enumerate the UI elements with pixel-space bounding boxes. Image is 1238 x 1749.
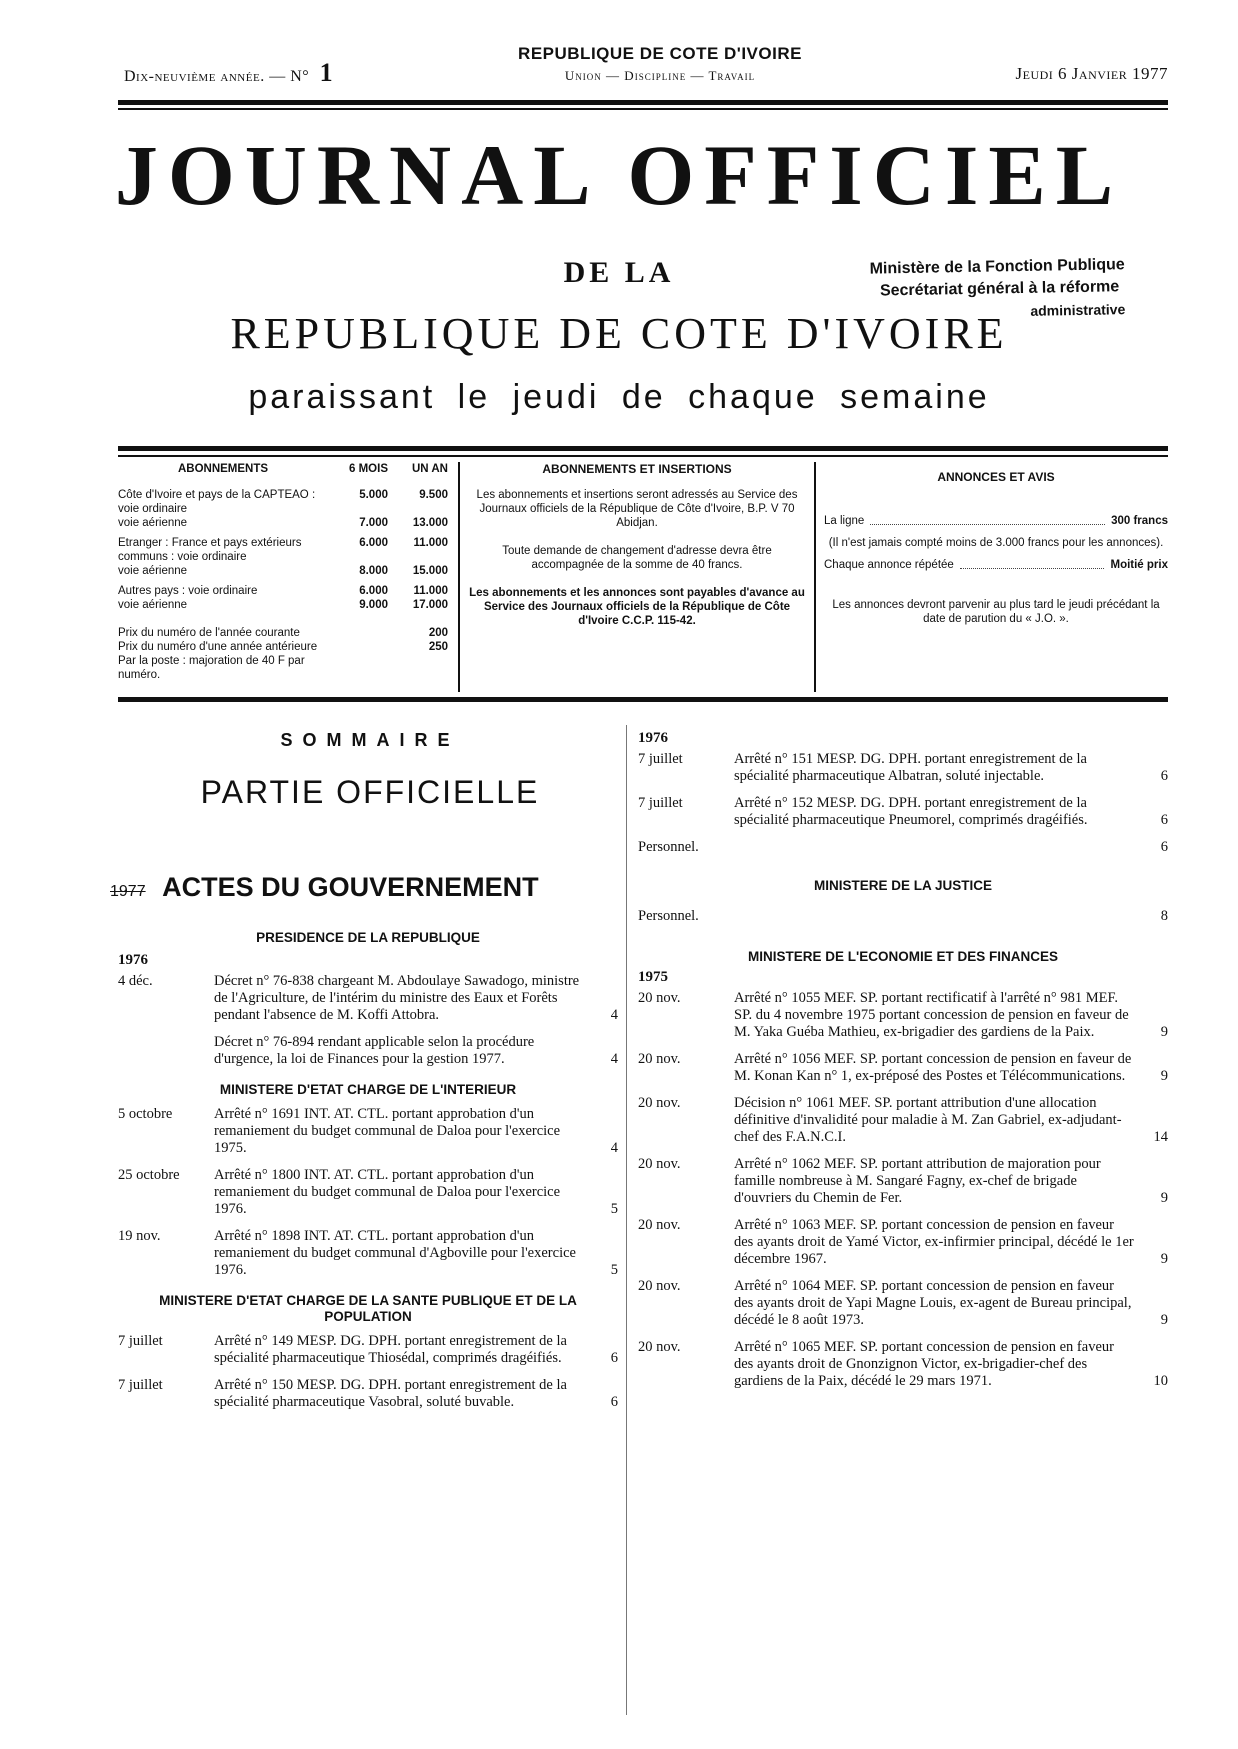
entry-date: 4 déc. bbox=[118, 973, 153, 989]
entry-page: 10 bbox=[1153, 1373, 1168, 1389]
column-divider bbox=[626, 725, 627, 1715]
sommaire-entry bbox=[638, 795, 1168, 829]
entry-text: Arrêté n° 151 MESP. DG. DPH. portant enregistrement de la spécialité pharmaceutique Albatran, soluté injectable. bbox=[734, 751, 1087, 784]
entry-page: 6 bbox=[610, 1394, 618, 1410]
entry-page: 4 bbox=[610, 1051, 618, 1067]
subscriptions-title: ABONNEMENTS bbox=[177, 463, 269, 475]
insertions-p3: Les abonnements et les annonces sont payables d'avance au Service des Journaux officiels de la République de Côte d'Ivoire C.C.P. 115-42. bbox=[469, 587, 805, 627]
entry-text: Arrêté n° 152 MESP. DG. DPH. portant enregistrement de la spécialité pharmaceutique Pneumorel, comprimés dragéifiés. bbox=[734, 795, 1088, 828]
entry-date: 5 octobre bbox=[118, 1106, 173, 1122]
entry-text: Arrêté n° 1064 MEF. SP. portant concession de pension en faveur des ayants droit de Yapi Magne Louis, ex-agent de Bureau principal, décédé le 8 août 1973. bbox=[734, 1278, 1132, 1328]
annonces-box bbox=[824, 462, 1168, 692]
header-center bbox=[470, 44, 850, 84]
section-heading: MINISTERE D'ETAT CHARGE DE LA SANTE PUBLIQUE ET DE LA POPULATION bbox=[159, 1293, 577, 1324]
insertions-p2: Toute demande de changement d'adresse devra être accompagnée de la somme de 40 francs. bbox=[502, 545, 772, 571]
annonces-deadline: Les annonces devront parvenir au plus tard le jeudi précédant la date de parution du « J.O. ». bbox=[832, 599, 1160, 625]
stamp-line-3: administrative bbox=[1030, 301, 1126, 319]
box-divider bbox=[814, 462, 816, 692]
entry-text: Arrêté n° 1065 MEF. SP. portant concession de pension en faveur des ayants droit de Gnonzignon Victor, ex-brigadier-chef des gardiens de la Paix, décédé le 29 mars 1971. bbox=[734, 1339, 1114, 1389]
section-heading: PRESIDENCE DE LA REPUBLIQUE bbox=[256, 930, 480, 945]
annonces-ligne: La ligne 300 francs bbox=[824, 515, 1168, 527]
actes-heading bbox=[110, 872, 628, 903]
top-rule bbox=[118, 100, 1168, 105]
entry-page: 9 bbox=[1160, 1190, 1168, 1206]
subscriptions-col-6mois: 6 MOIS bbox=[349, 463, 388, 475]
masthead-rule bbox=[118, 446, 1168, 451]
sommaire-entry bbox=[118, 1106, 618, 1157]
sommaire-entry bbox=[638, 1217, 1168, 1268]
entry-date: 25 octobre bbox=[118, 1167, 180, 1183]
masthead-republic: REPUBLIQUE DE COTE D'IVOIRE bbox=[230, 309, 1008, 358]
entry-page: 5 bbox=[610, 1201, 618, 1217]
entry-date: 7 juillet bbox=[638, 795, 683, 811]
entry-text: Arrêté n° 1056 MEF. SP. portant concession de pension en faveur de M. Konan Kan n° 1, ex-préposé des Postes et Télécommunications. bbox=[734, 1051, 1132, 1084]
entry-text: Arrêté n° 1063 MEF. SP. portant concession de pension en faveur des ayants droit de Yamé Victor, ex-infirmier principal, décédé le 1er décembre 1967. bbox=[734, 1217, 1134, 1267]
subscription-row: Prix du numéro de l'année courante 200 bbox=[118, 627, 448, 639]
subscription-row: Par la poste : majoration de 40 F par numéro. bbox=[118, 655, 305, 681]
actes-year: 1977 bbox=[110, 883, 146, 900]
sommaire-entry bbox=[118, 1228, 618, 1279]
issue-number: 1 bbox=[319, 58, 334, 87]
year-label: Dix-neuvième année. — N° bbox=[124, 68, 310, 85]
subscriptions-col-an: UN AN bbox=[412, 463, 448, 475]
section-heading: MINISTERE D'ETAT CHARGE DE L'INTERIEUR bbox=[219, 1082, 517, 1097]
entry-page: 9 bbox=[1160, 1312, 1168, 1328]
entry-page: 4 bbox=[610, 1007, 618, 1023]
right-year: 1976 bbox=[638, 730, 668, 746]
subscription-row: voie aérienne 8.000 15.000 bbox=[118, 565, 448, 577]
entry-date: 20 nov. bbox=[638, 1095, 681, 1111]
insertions-p1: Les abonnements et insertions seront adressés au Service des Journaux officiels de la République de Côte d'Ivoire, B.P. V 70 Abidjan. bbox=[476, 489, 798, 529]
actes-title: ACTES DU GOUVERNEMENT bbox=[162, 872, 539, 902]
subscriptions-rows bbox=[118, 488, 448, 682]
entry-page: 6 bbox=[1160, 768, 1168, 784]
entry-page: 14 bbox=[1153, 1129, 1168, 1145]
entry-text: Arrêté n° 1898 INT. AT. CTL. portant approbation d'un remaniement du budget communal d'Agboville pour l'exercice 1976. bbox=[214, 1228, 576, 1278]
entry-date: 7 juillet bbox=[638, 751, 683, 767]
header-motto: Union — Discipline — Travail bbox=[564, 68, 756, 83]
entry-text: Arrêté n° 1055 MEF. SP. portant rectificatif à l'arrêté n° 981 MEF. SP. du 4 novembre 1975 portant concession de pension en faveur de M. Yaka Guéba Mathieu, ex-brigadier des gardiens de la Paix. bbox=[734, 990, 1129, 1040]
ministry-stamp bbox=[869, 253, 1170, 324]
entry-date: 20 nov. bbox=[638, 1156, 681, 1172]
entry-text: Arrêté n° 1062 MEF. SP. portant attribution de majoration pour famille nombreuse à M. Sangaré Fagny, ex-chef de brigade d'ouvriers du Chemin de Fer. bbox=[734, 1156, 1101, 1206]
sommaire-entry bbox=[118, 1034, 618, 1068]
annonces-note: (Il n'est jamais compté moins de 3.000 francs pour les annonces). bbox=[828, 537, 1164, 549]
entry-page: 5 bbox=[610, 1262, 618, 1278]
sommaire-entry bbox=[638, 1156, 1168, 1207]
entry-text: Décret n° 76-838 chargeant M. Abdoulaye Sawadogo, ministre de l'Agriculture, de l'intérim du ministre des Eaux et Forêts pendant l'absence de M. Koffi Attobra. bbox=[214, 973, 580, 1023]
section-year: 1976 bbox=[118, 952, 148, 968]
top-rule-thin bbox=[118, 108, 1168, 110]
entry-date: 7 juillet bbox=[118, 1333, 163, 1349]
entry-date: 7 juillet bbox=[118, 1377, 163, 1393]
entry-page: 6 bbox=[610, 1350, 618, 1366]
subscriptions-box bbox=[118, 462, 448, 692]
annonces-title: ANNONCES ET AVIS bbox=[937, 470, 1055, 484]
entry-page: 9 bbox=[1160, 1068, 1168, 1084]
economie-heading: MINISTERE DE L'ECONOMIE ET DES FINANCES bbox=[748, 949, 1058, 964]
justice-heading: MINISTERE DE LA JUSTICE bbox=[813, 878, 993, 893]
sommaire-entry bbox=[638, 751, 1168, 785]
issue-label bbox=[124, 58, 333, 88]
subscription-row: Autres pays : voie ordinaire 6.000 11.000 bbox=[118, 585, 448, 597]
sommaire-entry bbox=[118, 1167, 618, 1218]
sommaire-entry bbox=[118, 1333, 618, 1367]
journal-title: JOURNAL OFFICIEL bbox=[114, 127, 1124, 223]
sommaire-entry bbox=[638, 1278, 1168, 1329]
issue-date: Jeudi 6 Janvier 1977 bbox=[1015, 64, 1168, 83]
entry-page: 6 bbox=[1160, 812, 1168, 828]
entry-text: Arrêté n° 1800 INT. AT. CTL. portant approbation d'un remaniement du budget communal de Daloa pour l'exercice 1976. bbox=[214, 1167, 561, 1217]
entry-text: Arrêté n° 149 MESP. DG. DPH. portant enregistrement de la spécialité pharmaceutique Thiosédal, comprimés dragéifiés. bbox=[214, 1333, 567, 1366]
entry-page: 9 bbox=[1160, 1251, 1168, 1267]
entry-date: 20 nov. bbox=[638, 1278, 681, 1294]
sommaire-entry bbox=[638, 1095, 1168, 1146]
sommaire-entry bbox=[638, 990, 1168, 1041]
entry-text: Décret n° 76-894 rendant applicable selon la procédure d'urgence, la loi de Finances pour la gestion 1977. bbox=[214, 1034, 535, 1067]
insertions-title: ABONNEMENTS ET INSERTIONS bbox=[542, 462, 732, 476]
subscription-row: voie aérienne 7.000 13.000 bbox=[118, 517, 448, 529]
subscription-row: Côte d'Ivoire et pays de la CAPTEAO : voie ordinaire 5.000 9.500 bbox=[118, 489, 448, 515]
stamp-line-2: Secrétariat général à la réforme bbox=[879, 278, 1120, 300]
entry-date: 20 nov. bbox=[638, 990, 681, 1006]
entry-date: 20 nov. bbox=[638, 1051, 681, 1067]
personnel-entry: Personnel. 8 bbox=[638, 908, 1168, 924]
box-rule bbox=[118, 697, 1168, 702]
masthead-de-la: DE LA bbox=[563, 256, 675, 289]
entry-date: 19 nov. bbox=[118, 1228, 161, 1244]
sommaire-entry bbox=[118, 1377, 618, 1411]
entry-date: 20 nov. bbox=[638, 1217, 681, 1233]
entry-text: Décision n° 1061 MEF. SP. portant attribution d'une allocation définitive d'invalidité pour maladie à M. Zan Gabriel, ex-adjudant-chef des F.A.N.C.I. bbox=[734, 1095, 1122, 1145]
entry-text: Arrêté n° 1691 INT. AT. CTL. portant approbation d'un remaniement du budget communal de Daloa pour l'exercice 1975. bbox=[214, 1106, 561, 1156]
sommaire-entry bbox=[638, 1051, 1168, 1085]
header-republic: REPUBLIQUE DE COTE D'IVOIRE bbox=[518, 44, 802, 63]
partie-officielle: PARTIE OFFICIELLE bbox=[200, 774, 540, 810]
insertions-box bbox=[468, 462, 806, 692]
subscription-row: voie aérienne 9.000 17.000 bbox=[118, 599, 448, 611]
sommaire-entry bbox=[118, 973, 618, 1024]
entry-date: 20 nov. bbox=[638, 1339, 681, 1355]
entry-date bbox=[118, 1034, 214, 1068]
sommaire-title: SOMMAIRE bbox=[280, 730, 460, 750]
economie-year: 1975 bbox=[638, 969, 668, 985]
right-column bbox=[638, 730, 1168, 1400]
personnel-entry: Personnel. 6 bbox=[638, 839, 1168, 855]
box-divider bbox=[458, 462, 460, 692]
sommaire-entry bbox=[638, 1339, 1168, 1390]
masthead-tagline: paraissant le jeudi de chaque semaine bbox=[248, 378, 990, 416]
left-column bbox=[118, 930, 618, 1421]
annonces-repeat: Chaque annonce répétée Moitié prix bbox=[824, 559, 1168, 571]
entry-page: 4 bbox=[610, 1140, 618, 1156]
entry-page: 9 bbox=[1160, 1024, 1168, 1040]
subscription-row: Prix du numéro d'une année antérieure 250 bbox=[118, 641, 448, 653]
entry-text: Arrêté n° 150 MESP. DG. DPH. portant enregistrement de la spécialité pharmaceutique Vasobral, soluté buvable. bbox=[214, 1377, 567, 1410]
stamp-line-1: Ministère de la Fonction Publique bbox=[869, 256, 1125, 278]
masthead-rule-thin bbox=[118, 455, 1168, 457]
subscription-row: Etranger : France et pays extérieurs communs : voie ordinaire 6.000 11.000 bbox=[118, 537, 448, 563]
